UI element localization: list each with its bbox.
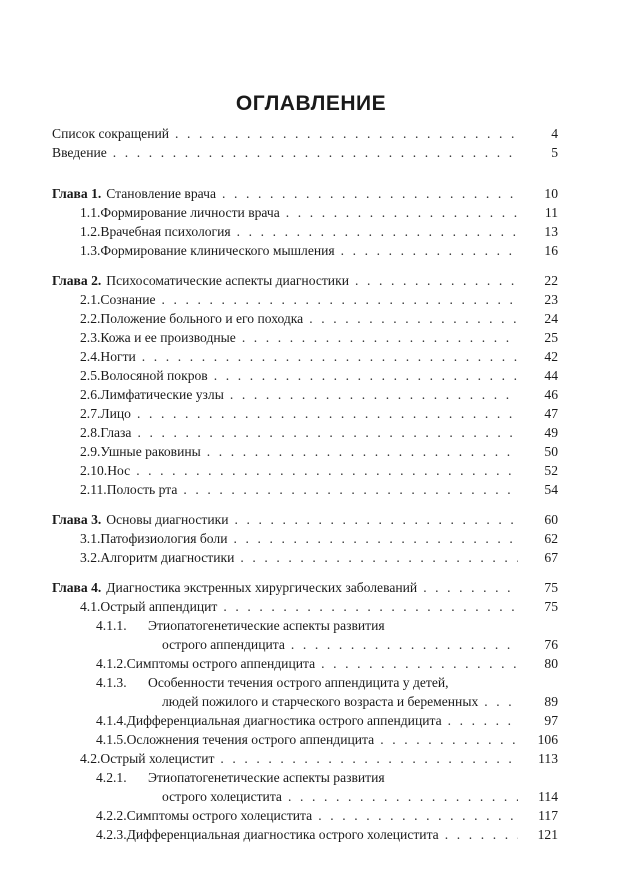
dot-leader <box>233 529 518 548</box>
dot-leader <box>484 692 518 711</box>
toc-title: Сознание <box>100 292 156 307</box>
toc-entry[interactable] <box>0 616 622 635</box>
toc-page-number: 25 <box>544 330 558 345</box>
toc-entry[interactable] <box>0 222 622 241</box>
toc-entry[interactable] <box>0 597 622 616</box>
dot-leader <box>380 730 518 749</box>
toc-number: 4.1.4. <box>96 713 127 728</box>
toc-number: 1.1. <box>80 205 101 220</box>
toc-chapter[interactable] <box>0 184 622 203</box>
dot-leader <box>230 385 518 404</box>
dot-leader <box>309 309 518 328</box>
chapter-title: Становление врача <box>106 186 216 201</box>
toc-title: Волосяной покров <box>100 368 208 383</box>
dot-leader <box>113 143 518 162</box>
dot-leader <box>423 578 518 597</box>
toc-entry[interactable] <box>0 347 622 366</box>
toc-entry[interactable] <box>0 404 622 423</box>
toc-number: 4.1.3. <box>96 675 127 690</box>
toc-page-number: 106 <box>537 732 558 747</box>
toc-entry[interactable] <box>0 328 622 347</box>
toc-title: Глаза <box>100 425 132 440</box>
toc-title: Дифференциальная диагностика острого холецистита <box>126 827 439 842</box>
toc-number: 4.1.2. <box>96 656 127 671</box>
toc-page-number: 50 <box>544 444 558 459</box>
chapter-title: Основы диагностики <box>106 512 229 527</box>
toc-entry-continuation[interactable] <box>0 635 622 654</box>
toc-page-number: 67 <box>544 550 558 565</box>
toc-number: 1.3. <box>80 243 101 258</box>
toc-page-number: 5 <box>551 145 558 160</box>
toc-entry-continuation[interactable] <box>0 692 622 711</box>
toc-title: Острый аппендицит <box>100 599 218 614</box>
toc-title: Лицо <box>100 406 131 421</box>
dot-leader <box>235 510 519 529</box>
toc-page-number: 114 <box>538 789 558 804</box>
toc-entry[interactable] <box>0 806 622 825</box>
toc-title: Симптомы острого аппендицита <box>126 656 316 671</box>
chapter-number: Глава 3. <box>52 512 102 527</box>
toc-entry[interactable] <box>0 203 622 222</box>
toc-page-number: 11 <box>544 205 558 220</box>
toc-entry[interactable] <box>0 241 622 260</box>
toc-page-number: 80 <box>544 656 558 671</box>
toc-page-number: 4 <box>551 126 558 141</box>
toc-entry[interactable] <box>0 290 622 309</box>
toc-page-number: 76 <box>544 637 558 652</box>
dot-leader <box>207 442 518 461</box>
toc-number: 2.10. <box>80 463 108 478</box>
toc-page-number: 22 <box>544 273 558 288</box>
toc-title: Формирование личности врача <box>100 205 280 220</box>
toc-title: Лимфатические узлы <box>100 387 224 402</box>
toc-page-number: 89 <box>544 694 558 709</box>
toc-entry[interactable] <box>0 461 622 480</box>
toc-number: 4.1.5. <box>96 732 127 747</box>
dot-leader <box>448 711 518 730</box>
toc-chapter[interactable] <box>0 510 622 529</box>
dot-leader <box>321 654 518 673</box>
toc-title: Острый холецистит <box>100 751 215 766</box>
toc-number: 2.8. <box>80 425 101 440</box>
toc-entry[interactable] <box>0 654 622 673</box>
dot-leader <box>341 241 518 260</box>
toc-page-number: 54 <box>544 482 558 497</box>
dot-leader <box>183 480 518 499</box>
dot-leader <box>222 184 518 203</box>
dot-leader <box>242 328 518 347</box>
toc-number: 1.2. <box>80 224 101 239</box>
toc-page-number: 42 <box>544 349 558 364</box>
toc-page-number: 62 <box>544 531 558 546</box>
chapter-number: Глава 1. <box>52 186 102 201</box>
toc-page-number: 47 <box>544 406 558 421</box>
toc-title: Формирование клинического мышления <box>100 243 335 258</box>
dot-leader <box>142 347 518 366</box>
toc-page-number: 113 <box>538 751 558 766</box>
dot-leader <box>288 787 518 806</box>
dot-leader <box>223 597 518 616</box>
toc-entry[interactable] <box>0 711 622 730</box>
dot-leader <box>240 548 518 567</box>
toc-entry[interactable] <box>0 673 622 692</box>
toc-number: 4.2.3. <box>96 827 127 842</box>
chapter-title: Диагностика экстренных хирургических заболеваний <box>106 580 418 595</box>
toc-title: Положение больного и его походка <box>100 311 304 326</box>
toc-number: 2.7. <box>80 406 101 421</box>
toc-number: 4.2.2. <box>96 808 127 823</box>
toc-entry[interactable] <box>0 385 622 404</box>
toc-title: Осложнения течения острого аппендицита <box>126 732 375 747</box>
toc-number: 4.1.1. <box>96 618 127 633</box>
toc-number: 4.2. <box>80 751 101 766</box>
toc-number: 2.3. <box>80 330 101 345</box>
toc-page-number: 49 <box>544 425 558 440</box>
toc-entry[interactable] <box>0 749 622 768</box>
toc-title: Введение <box>52 145 107 160</box>
toc-page-number: 52 <box>544 463 558 478</box>
dot-leader <box>137 404 518 423</box>
toc-number: 3.1. <box>80 531 101 546</box>
toc-title: Симптомы острого холецистита <box>126 808 313 823</box>
toc-title-continuation: людей пожилого и старческого возраста и беременных <box>162 694 479 709</box>
toc-page-number: 75 <box>544 580 558 595</box>
toc-entry[interactable] <box>0 825 622 844</box>
toc-page-number: 46 <box>544 387 558 402</box>
toc-title: Список сокращений <box>52 126 170 141</box>
toc-title: Патофизиология боли <box>100 531 228 546</box>
page-title: ОГЛАВЛЕНИЕ <box>235 92 387 115</box>
toc-entry[interactable] <box>0 366 622 385</box>
toc-title: Этиопатогенетические аспекты развития <box>148 770 385 785</box>
dot-leader <box>291 635 518 654</box>
toc-page-number: 60 <box>544 512 558 527</box>
toc-number: 2.9. <box>80 444 101 459</box>
toc-page-number: 13 <box>544 224 558 239</box>
toc-title: Этиопатогенетические аспекты развития <box>148 618 385 633</box>
toc-entry[interactable] <box>0 143 622 162</box>
toc-entry[interactable] <box>0 442 622 461</box>
toc-number: 2.4. <box>80 349 101 364</box>
toc-title: Врачебная психология <box>100 224 231 239</box>
toc-page-number: 10 <box>544 186 558 201</box>
toc-page-number: 117 <box>538 808 558 823</box>
toc-number: 2.2. <box>80 311 101 326</box>
toc-number: 2.5. <box>80 368 101 383</box>
dot-leader <box>137 423 518 442</box>
toc-title: Ногти <box>100 349 136 364</box>
toc-page-number: 24 <box>544 311 558 326</box>
toc-title: Особенности течения острого аппендицита у детей, <box>148 675 449 690</box>
toc-entry[interactable] <box>0 768 622 787</box>
chapter-number: Глава 4. <box>52 580 102 595</box>
toc-title: Алгоритм диагностики <box>100 550 235 565</box>
toc-number: 4.1. <box>80 599 101 614</box>
toc-title: Нос <box>107 463 131 478</box>
toc-entry[interactable] <box>0 480 622 499</box>
dot-leader <box>136 461 518 480</box>
toc-number: 4.2.1. <box>96 770 127 785</box>
dot-leader <box>355 271 518 290</box>
toc-title-continuation: острого холецистита <box>162 789 282 804</box>
toc-chapter[interactable] <box>0 578 622 597</box>
toc-title: Дифференциальная диагностика острого аппендицита <box>126 713 442 728</box>
toc-title: Ушные раковины <box>100 444 201 459</box>
dot-leader <box>318 806 518 825</box>
toc-entry[interactable] <box>0 309 622 328</box>
toc-title: Кожа и ее производные <box>100 330 236 345</box>
toc-page-number: 121 <box>537 827 558 842</box>
toc-page-number: 16 <box>544 243 558 258</box>
dot-leader <box>214 366 518 385</box>
toc-title-continuation: острого аппендицита <box>162 637 285 652</box>
dot-leader <box>175 124 518 143</box>
dot-leader <box>286 203 518 222</box>
toc-entry-continuation[interactable] <box>0 787 622 806</box>
toc-entry[interactable] <box>0 548 622 567</box>
toc-number: 2.6. <box>80 387 101 402</box>
toc-number: 2.1. <box>80 292 101 307</box>
toc-page-number: 75 <box>544 599 558 614</box>
toc-entry[interactable] <box>0 529 622 548</box>
toc-number: 3.2. <box>80 550 101 565</box>
toc-entry[interactable] <box>0 124 622 143</box>
toc-number: 2.11. <box>80 482 107 497</box>
toc-page-number: 44 <box>544 368 558 383</box>
toc-page-number: 23 <box>544 292 558 307</box>
toc-entry[interactable] <box>0 730 622 749</box>
toc-chapter[interactable] <box>0 271 622 290</box>
dot-leader <box>237 222 518 241</box>
toc-page-number: 97 <box>544 713 558 728</box>
toc-title: Полость рта <box>106 482 178 497</box>
chapter-number: Глава 2. <box>52 273 102 288</box>
dot-leader <box>162 290 518 309</box>
chapter-title: Психосоматические аспекты диагностики <box>106 273 349 288</box>
toc-entry[interactable] <box>0 423 622 442</box>
dot-leader <box>445 825 518 844</box>
dot-leader <box>220 749 518 768</box>
